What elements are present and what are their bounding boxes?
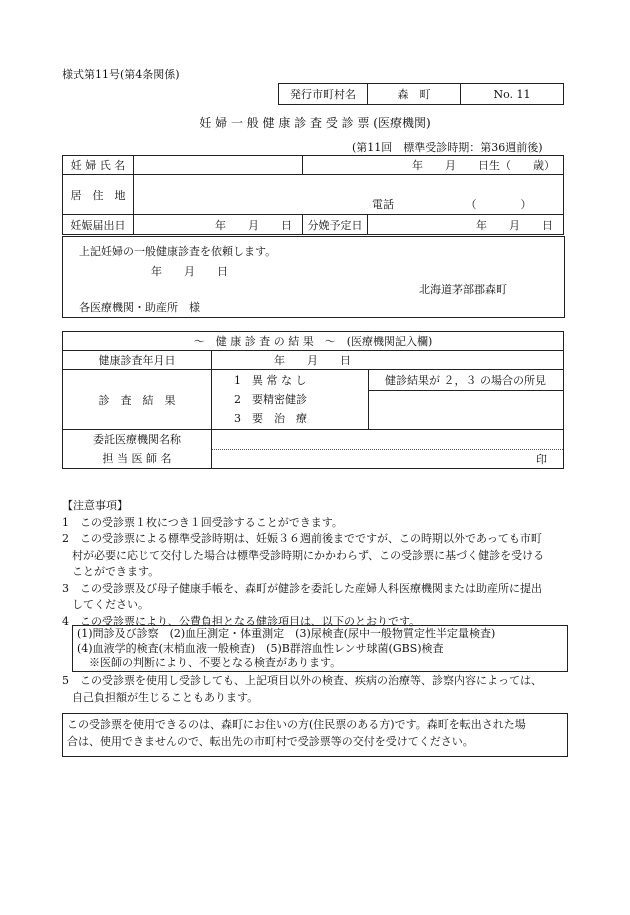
issuer-label: 発行市町村名 xyxy=(279,84,368,105)
subtitle: (第11回 標準受診時期：第36週前後) xyxy=(352,141,543,154)
note-line: 自己負担額が生じることもあります。 xyxy=(72,690,259,704)
results-header: ～ 健 康 診 査 の 結 果 ～ (医療機関記入欄) xyxy=(63,332,564,351)
pregnancy-report-field[interactable] xyxy=(134,215,303,235)
exam-date-field[interactable] xyxy=(212,351,564,370)
form-number: 様式第11号(第4条関係) xyxy=(62,68,180,81)
birth-field[interactable] xyxy=(303,156,564,175)
report-date: 年 月 日 xyxy=(215,218,292,232)
pregnancy-report-label: 妊娠届出日 xyxy=(63,215,134,235)
exam-items-box xyxy=(72,625,568,672)
exam-item: (1)問診及び診察 (2)血圧測定・体重測定 (3)尿検査(尿中一般物質定性半定量検査) xyxy=(77,627,496,640)
exam-item: ※医師の判断により、不要となる検査があります。 xyxy=(89,656,342,669)
result-option[interactable]: 1 異 常 な し xyxy=(234,374,307,387)
seal-mark: 印 xyxy=(536,453,547,466)
request-box xyxy=(62,236,565,318)
issuer-number: No. 11 xyxy=(461,84,564,105)
municipality: 北海道茅部郡森町 xyxy=(419,283,507,296)
note-line: 村が必要に応じて交付した場合は標準受診時期にかかわらず、この受診票に基づく健診を受ける xyxy=(72,548,545,562)
birth-label: 年 月 日生（ 歳） xyxy=(412,159,555,172)
exam-item: (4)血液学的検査(末梢血液一般検査) (5)B群溶血性レンサ球菌(GBS)検査 xyxy=(77,641,444,655)
result-label: 診 査 結 果 xyxy=(63,370,212,430)
note-line: 5 この受診票を使用し受診しても、上記項目以外の検査、疾病の治療等、診察内容によっては、 xyxy=(62,674,542,687)
note-line: ことができます。 xyxy=(72,565,160,578)
address-label: 居 住 地 xyxy=(63,175,134,215)
note-line: 3 この受診票及び母子健康手帳を、森町が健診を委託した産婦人科医療機関または助産所に提出 xyxy=(62,581,542,595)
findings-label: 健診結果が ２，３ の場合の所見 xyxy=(369,370,563,391)
note-line: 2 この受診票による標準受診時期は、妊娠３６週前後までですが、この時期以外であっても市町 xyxy=(62,532,542,545)
note-line: 4 この受診票により、公費負担となる健診項目は、以下のとおりです。 xyxy=(62,614,421,628)
due-date-field[interactable] xyxy=(368,215,564,235)
request-text: 上記妊婦の一般健康診査を依頼します。 xyxy=(79,245,277,258)
notes-tail xyxy=(62,673,542,706)
due-date-label: 分娩予定日 xyxy=(303,215,368,235)
result-options[interactable] xyxy=(212,370,369,430)
notes xyxy=(62,498,544,630)
issuer-table xyxy=(278,83,564,105)
issuer-value: 森 町 xyxy=(368,84,461,105)
name-field[interactable] xyxy=(134,156,303,175)
notes-heading: 【注意事項】 xyxy=(62,499,128,512)
name-label: 妊 婦 氏 名 xyxy=(63,156,134,175)
institution-label: 委託医療機関名称 xyxy=(93,433,181,446)
address-field[interactable] xyxy=(134,175,564,215)
footer-line: この受診票を使用できるのは、森町にお住いの方(住民票のある方)です。森町を転出された場 xyxy=(67,718,526,731)
due-date: 年 月 日 xyxy=(476,218,553,232)
doctor-labels xyxy=(63,430,212,469)
results-table xyxy=(62,331,564,469)
doctor-label: 担 当 医 師 名 xyxy=(102,452,172,465)
phone-label: 電話 （ ） xyxy=(372,198,532,211)
request-date: 年 月 日 xyxy=(151,265,228,278)
findings-field[interactable] xyxy=(369,370,564,430)
patient-table xyxy=(62,155,564,235)
footer-line: 合は、使用できませんので、転出先の市町村で受診票等の交付を受けてください。 xyxy=(67,735,474,748)
divider xyxy=(212,449,563,450)
result-option[interactable]: 3 要 治 療 xyxy=(234,412,307,425)
addressee: 各医療機関・助産所 様 xyxy=(79,301,200,314)
exam-date: 年 月 日 xyxy=(274,354,351,367)
note-line: してください。 xyxy=(72,598,149,611)
exam-date-label: 健康診査年月日 xyxy=(63,351,212,370)
note-line: 1 この受診票１枚につき１回受診することができます。 xyxy=(62,515,343,529)
doctor-field[interactable] xyxy=(212,430,564,469)
page-title: 妊 婦 一 般 健 康 診 査 受 診 票 (医療機関) xyxy=(199,116,431,130)
result-option[interactable]: 2 要精密健診 xyxy=(234,393,307,406)
footer-box xyxy=(62,713,568,757)
